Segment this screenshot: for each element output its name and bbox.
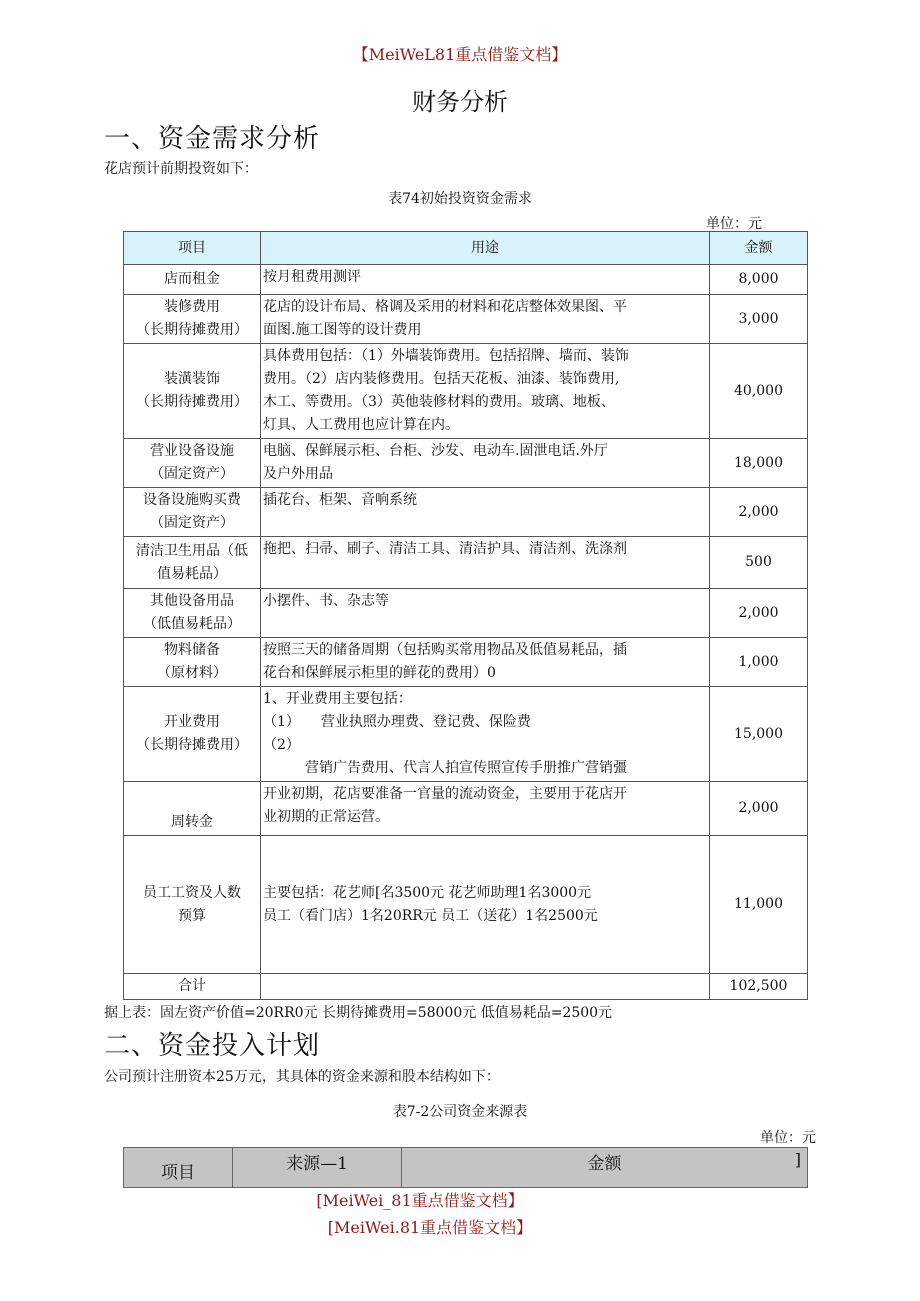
row-item-line: （固定资产） [150,466,234,482]
row-use-line: 开业初期，花店要准备一官量的流动资金，主要用于花店开 [263,786,627,802]
table-row [124,295,808,344]
row-item-line: 合计 [178,978,206,994]
table-row [124,439,808,488]
row-amount: 2,000 [710,589,808,638]
section1-heading: 一、资金需求分析 [104,124,321,154]
row-item-line: 开业费用 [164,714,220,730]
table-row [124,782,808,836]
row-item-line: （低值易耗品） [143,616,241,632]
table2-bracket: ] [794,1150,801,1169]
row-use-line: 拖把、扫帚、刷子、清洁工具、清洁护具、清洁剂、洗涤剂 [263,541,627,557]
row-item-line: （长期待摊费用） [136,394,248,410]
row-use-line: 花店的设计布局、格调及采用的材料和花店整体效果图、平 [263,299,627,315]
table1-header-use: 用途 [261,232,710,265]
row-item [124,344,261,439]
table-row [124,488,808,537]
row-use-line: 主要包括：花艺师[名3500元 花艺师助理1名3000元 [263,884,592,901]
row-use-line: 按月租费用测评 [263,269,361,285]
table1-header-amount: 金额 [710,232,808,265]
row-use-line: （1） 营业执照办理费、登记费、保险费 [263,714,531,730]
row-use-line: 1、开业费用主要包括： [263,691,412,707]
row-amount: 8,000 [710,265,808,295]
row-item-line: 装修费用 [164,299,220,315]
table1-header-row [124,232,808,265]
row-use-line: 花台和保鲜展示柜里的鲜花的费用）0 [263,665,496,681]
row-use-line: 灯具、人工费用也应计算在内。 [263,417,459,433]
table2-header-amount-cell [402,1148,808,1188]
table1-body [124,265,808,1000]
row-use [261,836,710,974]
table-row [124,638,808,687]
row-item [124,439,261,488]
row-amount: 15,000 [710,687,808,782]
row-item-line: 周转金 [171,814,213,830]
row-use [261,295,710,344]
section1-intro: 花店预计前期投资如下： [104,161,258,177]
row-item-line: （长期待摊费用） [136,737,248,753]
footer-watermark-1: [MeiWei_81重点借鉴文档】 [316,1191,524,1210]
row-use-line: （2） [263,737,300,753]
section2-heading: 二、资金投入计划 [104,1031,321,1061]
footer-watermark-2: [MeiWei.81重点借鉴文档】 [327,1218,533,1237]
row-use [261,537,710,589]
row-use-line: 业初期的正常运营。 [263,809,389,825]
row-use-line: 费用。（2）店内装修费用。包括天花板、油漆、装饰费用, [263,371,620,387]
row-use-line: 按照三天的储备周期（包括购买常用物品及低值易耗品，插 [263,642,627,658]
row-use [261,344,710,439]
table1-caption: 表74初始投资资金需求 [388,191,532,207]
row-amount: 1,000 [710,638,808,687]
row-item [124,488,261,537]
row-use-line: 小摆件、书、杂志等 [263,593,389,609]
table2-header-row [124,1148,808,1188]
row-amount: 18,000 [710,439,808,488]
row-use-line: 具体费用包括：（1）外墙装饰费用。包括招牌、墙而、装饰 [263,348,629,364]
row-use [261,974,710,1000]
table-row [124,344,808,439]
row-item-line: 其他设备用品 [150,593,234,609]
row-use-line: 面图.施工图等的设计费用 [263,322,422,338]
row-amount: 3,000 [710,295,808,344]
table-row [124,974,808,1000]
row-item-line: （固定资产） [150,515,234,531]
row-use-line: 插花台、柜架、音响系统 [263,492,417,508]
row-item-line: （长期待摊费用） [136,322,248,338]
row-item-line: 营业设备设施 [150,443,234,459]
row-use-line: 及户外用品 [263,466,333,482]
row-item [124,537,261,589]
row-item [124,687,261,782]
table2-header-item: 项目 [124,1148,233,1188]
row-use [261,638,710,687]
row-item-line: （原材料） [157,665,227,681]
row-use-line: 员工（看门店）1名20RR元 员工（送花）1名2500元 [263,907,598,924]
table1-header-item: 项目 [124,232,261,265]
row-amount: 500 [710,537,808,589]
row-item-line: 预算 [178,907,206,924]
row-item-line: 设备设施购买费 [143,492,241,508]
row-use [261,687,710,782]
row-item [124,589,261,638]
row-amount: 2,000 [710,782,808,836]
row-use [261,782,710,836]
initial-investment-table [123,231,808,1000]
row-item-line: 值易耗品） [157,565,227,582]
row-item [124,265,261,295]
table-row [124,537,808,589]
document-title: 财务分析 [412,88,508,116]
row-use-line: 木工、等费用。（3）英他装修材料的费用。玻璃、地板、 [263,394,615,410]
table2-caption: 表7-2公司资金来源表 [392,1104,528,1120]
table2-header-amount: 金额 [587,1154,622,1174]
row-amount: 40,000 [710,344,808,439]
row-amount: 2,000 [710,488,808,537]
row-use [261,439,710,488]
row-item-line: 清洁卫生用品（低 [136,542,248,559]
row-item [124,782,261,836]
row-amount: 102,500 [710,974,808,1000]
row-use [261,589,710,638]
section2-intro: 公司预计注册资本25万元，其具体的资金来源和股本结构如下： [104,1069,500,1085]
row-item [124,295,261,344]
row-item [124,638,261,687]
table-row [124,589,808,638]
header-watermark: 【MeiWeL81重点借鉴文档】 [352,45,568,64]
table-row [124,265,808,295]
table-row [124,836,808,974]
row-use [261,488,710,537]
row-use-line: 营销广告费用、代言人拍宣传照宣传手册推广营销彊 [263,760,627,776]
table1-unit: 单位：元 [706,216,762,232]
row-amount: 11,000 [710,836,808,974]
row-use [261,265,710,295]
capital-source-table [123,1147,808,1188]
row-item [124,836,261,974]
row-item [124,974,261,1000]
row-item-line: 员工工资及人数 [143,884,241,901]
row-item-line: 装潢装饰 [164,371,220,387]
table2-header-source: 来源—1 [233,1148,402,1188]
row-item-line: 店而租金 [164,271,220,287]
row-use-line: 电脑、保鲜展示柜、台柜、沙发、电动车.固泄电话.外厅 [263,443,608,459]
table1-note: 据上表：固左资产价值=20RR0元 长期待摊费用=58000元 低值易耗品=2500元 [104,1005,613,1021]
row-item-line: 物料储备 [164,642,220,658]
table-row [124,687,808,782]
table2-unit: 单位：元 [760,1130,816,1146]
